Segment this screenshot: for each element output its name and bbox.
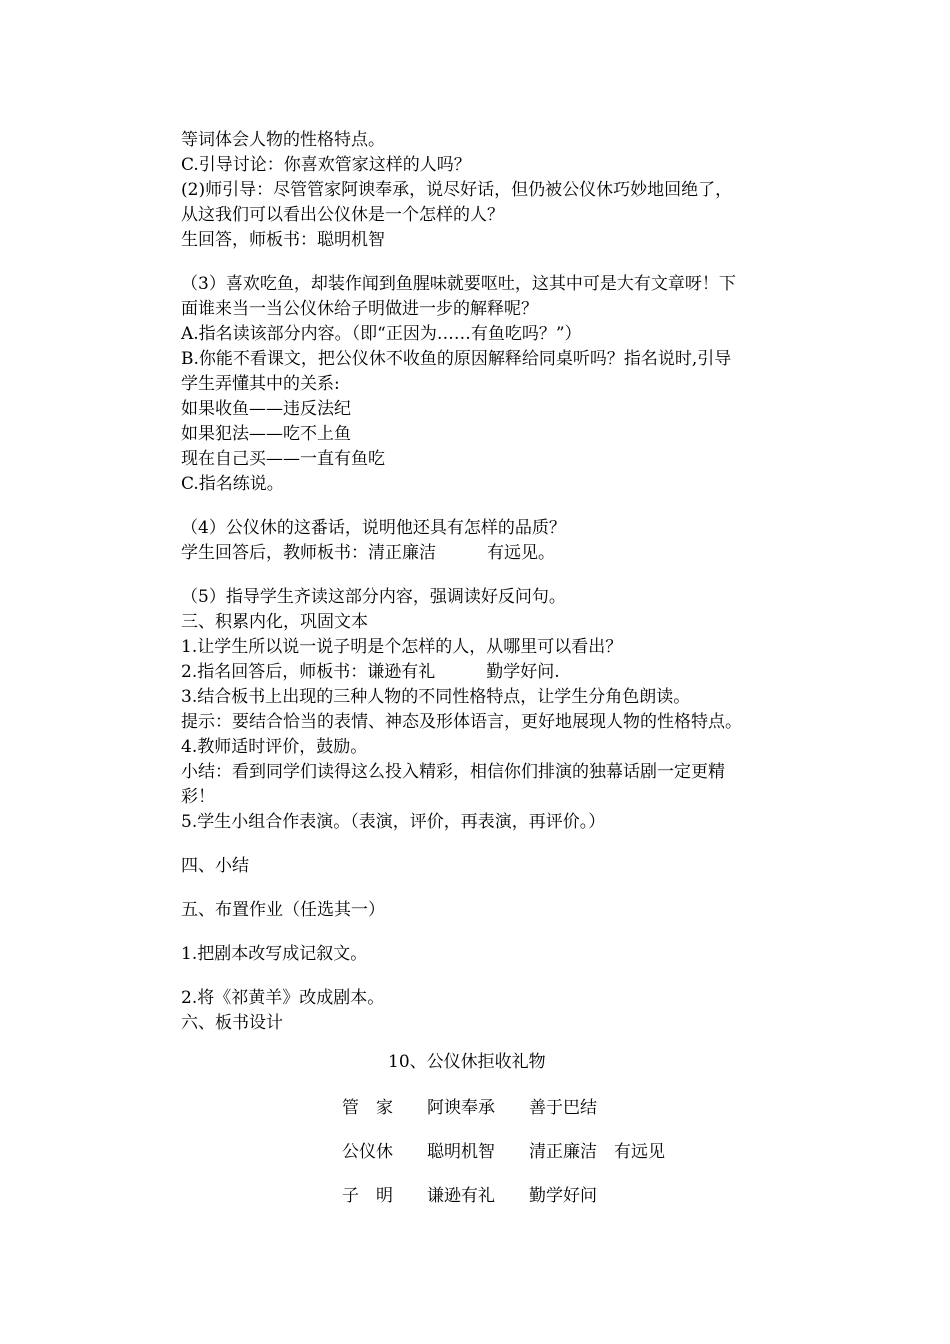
text-line: 如果收鱼——违反法纪 [181,399,351,419]
paragraph-gap [181,497,811,516]
text-line: 2.将《祁黄羊》改成剧本。 [181,988,385,1008]
text-line: 从这我们可以看出公仪休是一个怎样的人？ [181,205,504,225]
paragraph-gap [181,253,811,272]
text-line: 1.把剧本改写成记叙文。 [181,944,368,964]
text-line: 小结：看到同学们读得这么投入精彩，相信你们排演的独幕话剧一定更精 [181,762,725,782]
text-line: (2)师引导：尽管管家阿谀奉承，说尽好话，但仍被公仪休巧妙地回绝了， [181,180,733,200]
paragraph-gap [181,967,811,986]
text-line: 提示：要结合恰当的表情、神态及形体语言，更好地展现人物的性格特点。 [181,712,742,732]
document-body [181,128,811,1036]
text-line: 1.让学生所以说一说子明是个怎样的人，从哪里可以看出？ [181,637,623,657]
text-line: （3）喜欢吃鱼，却装作闻到鱼腥味就要呕吐，这其中可是大有文章呀！下 [181,274,736,294]
text-line: C.指名练说。 [181,474,284,494]
text-line: 5.学生小组合作表演。（表演，评价，再表演，再评价。） [181,812,606,832]
text-line: A.指名读该部分内容。（即“正因为……有鱼吃吗？”） [181,324,582,344]
text-line: 六、板书设计 [181,1013,283,1033]
board-row-steward: 管 家 阿谀奉承 善于巴结 [342,1098,597,1118]
text-line: 四、小结 [181,856,249,876]
text-line: 学生弄懂其中的关系: [181,374,340,394]
text-line: （5）指导学生齐读这部分内容，强调读好反问句。 [181,587,566,607]
text-line: 3.结合板书上出现的三种人物的不同性格特点，让学生分角色朗读。 [181,687,691,707]
text-line: B.你能不看课文，把公仪休不收鱼的原因解释给同桌听吗？指名说时,引导 [181,349,732,369]
paragraph-gap [181,879,811,898]
text-line: 现在自己买——一直有鱼吃 [181,449,385,469]
text-line: 面谁来当一当公仪休给子明做进一步的解释呢？ [181,299,538,319]
text-line: （4）公仪休的这番话，说明他还具有怎样的品质？ [181,518,566,538]
text-line: 三、积累内化，巩固文本 [181,612,368,632]
paragraph-gap [181,923,811,942]
text-line: 4.教师适时评价，鼓励。 [181,737,368,757]
text-line: 五、布置作业（任选其一） [181,900,385,920]
text-line: 2.指名回答后，师板书：谦逊有礼 勤学好问. [181,662,560,682]
text-line: 等词体会人物的性格特点。 [181,130,385,150]
text-line: 学生回答后，教师板书：清正廉洁 有远见。 [181,543,555,563]
board-row-gongyixiu: 公仪休 聪明机智 清正廉洁 有远见 [342,1142,665,1162]
board-title: 10、公仪休拒收礼物 [388,1052,546,1072]
text-line: 如果犯法——吃不上鱼 [181,424,351,444]
text-line: C.引导讨论：你喜欢管家这样的人吗？ [181,155,471,175]
paragraph-gap [181,835,811,854]
text-line: 生回答，师板书：聪明机智 [181,230,385,250]
board-row-ziming: 子 明 谦逊有礼 勤学好问 [342,1186,597,1206]
paragraph-gap [181,566,811,585]
text-line: 彩！ [181,787,215,807]
